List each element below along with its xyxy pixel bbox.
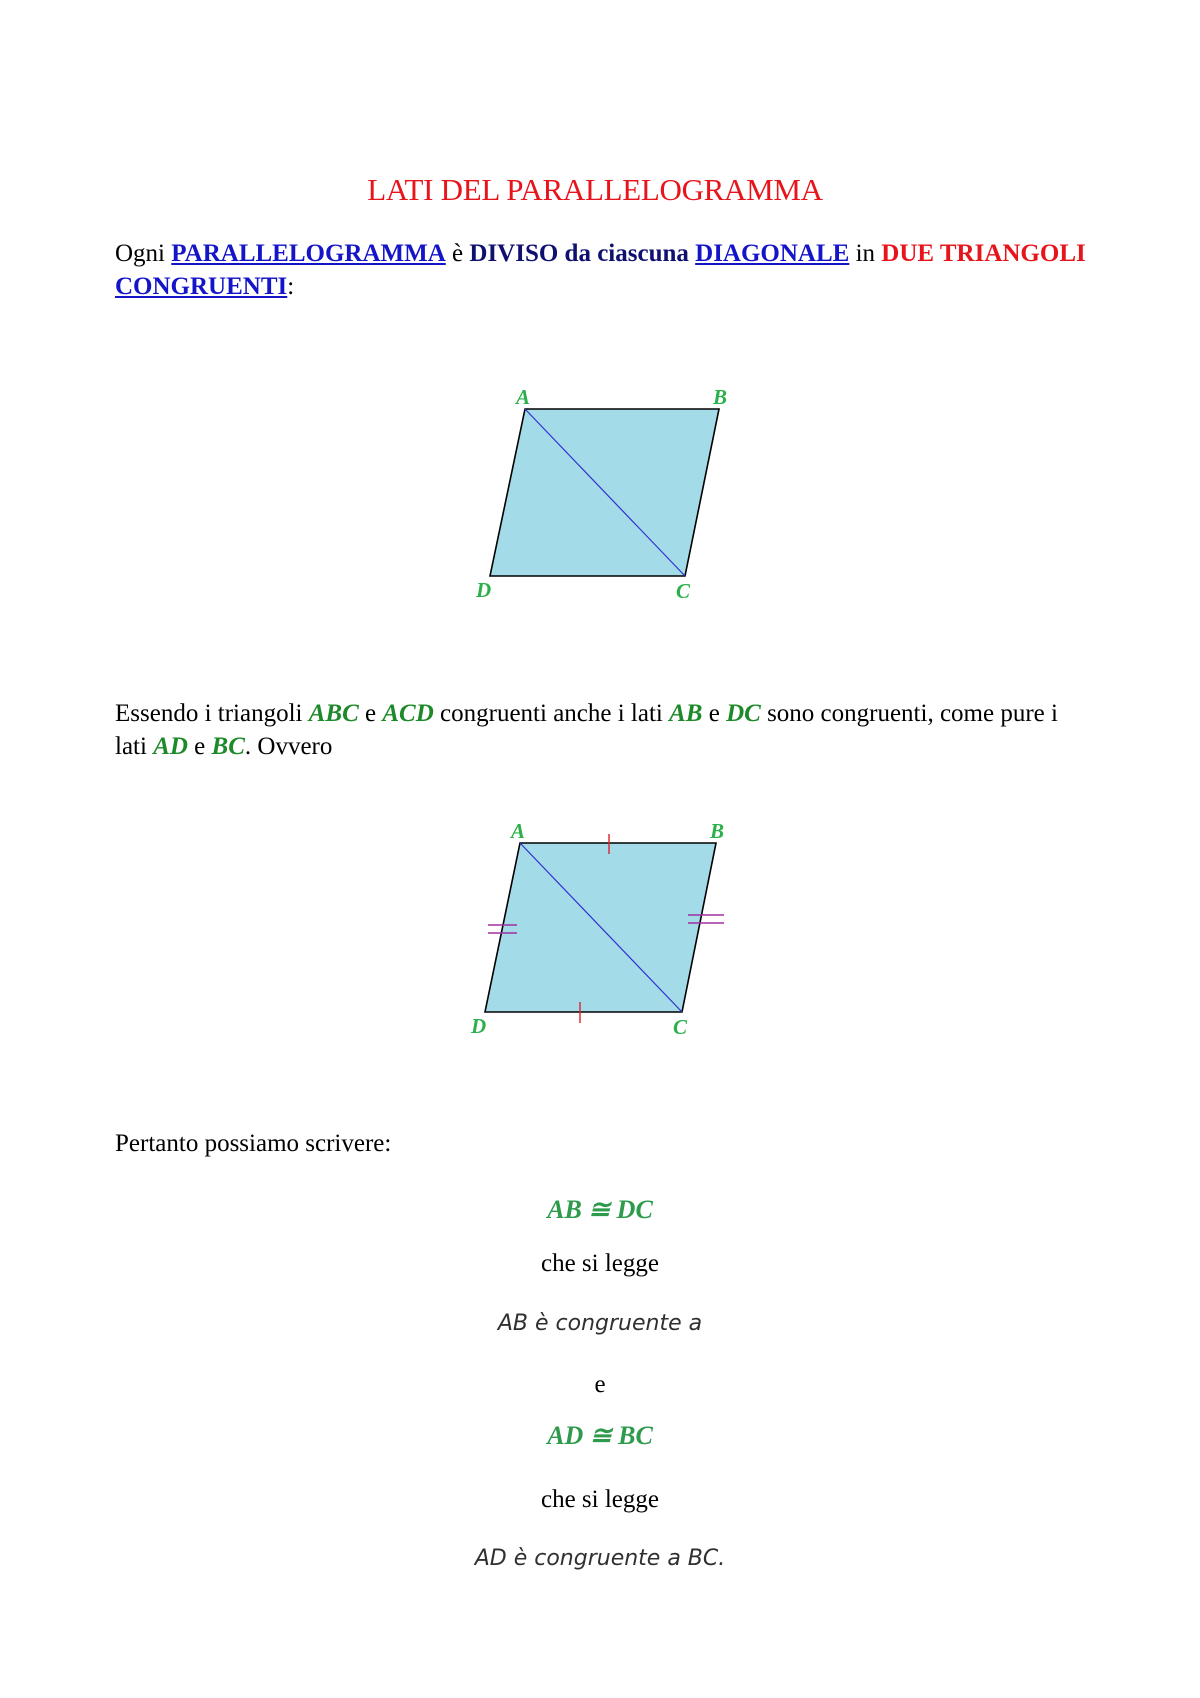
formula-ab-dc: AB ≅ DC <box>547 1195 653 1224</box>
link-parallelogramma[interactable]: PARALLELOGRAMMA <box>171 240 446 267</box>
reads-label-1: che si legge <box>540 1250 659 1277</box>
link-diagonale[interactable]: DIAGONALE <box>695 240 850 267</box>
reading-1: AB è congruente a <box>497 1311 703 1336</box>
parallelogram-figure-2 <box>0 800 1200 1060</box>
page-title: LATI DEL PARALLELOGRAMMA <box>367 172 823 207</box>
parallelogram-figure-1 <box>0 0 1200 620</box>
vertex-label-a: A <box>516 385 531 409</box>
vertex-label-d: D <box>476 578 492 602</box>
vertex-label-d: D <box>471 1014 487 1038</box>
explanation-paragraph: Essendo i triangoli ABC e ACD congruenti anche i lati AB e DC sono congruenti, come pure i lati AD e BC. Ovvero <box>115 700 1058 760</box>
reads-label-2: che si legge <box>540 1486 659 1513</box>
conclusion-intro: Pertanto possiamo scrivere: <box>115 1130 392 1157</box>
link-congruenti[interactable]: CONGRUENTI <box>115 273 288 300</box>
intro-paragraph: Ogni PARALLELOGRAMMA è DIVISO da ciascuna DIAGONALE in DUE TRIANGOLI CONGRUENTI: <box>115 240 1086 300</box>
vertex-label-b: B <box>713 385 728 409</box>
formula-ad-bc: AD ≅ BC <box>547 1421 653 1450</box>
vertex-label-c: C <box>673 1015 688 1039</box>
vertex-label-c: C <box>676 579 691 603</box>
reading-2: AD è congruente a BC. <box>474 1546 726 1571</box>
vertex-label-a: A <box>511 819 526 843</box>
and-label: e <box>594 1371 606 1398</box>
vertex-label-b: B <box>710 819 725 843</box>
